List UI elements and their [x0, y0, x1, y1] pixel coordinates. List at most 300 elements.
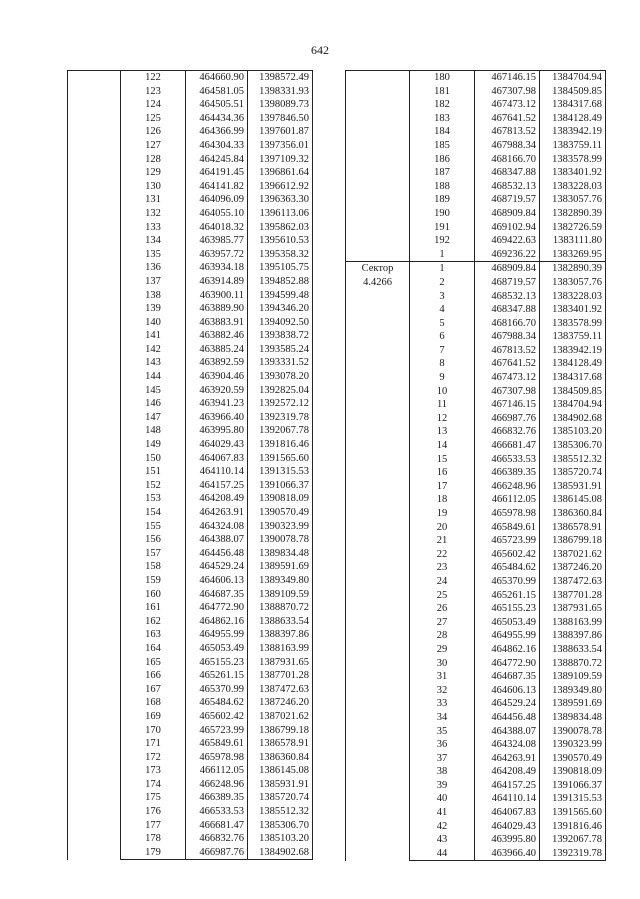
y-coordinate: 1386799.18	[248, 724, 313, 738]
point-number: 124	[121, 98, 186, 112]
point-number: 177	[121, 819, 186, 833]
point-number: 28	[410, 629, 475, 643]
x-coordinate: 467641.52	[475, 112, 540, 126]
x-coordinate: 468909.84	[475, 207, 540, 221]
x-coordinate: 466832.76	[475, 425, 540, 439]
x-coordinate: 464529.24	[186, 560, 248, 574]
page-number: 642	[311, 43, 329, 57]
y-coordinate: 1383759.11	[540, 330, 606, 344]
point-number: 187	[410, 166, 475, 180]
point-number: 8	[410, 357, 475, 371]
x-coordinate: 463892.59	[186, 356, 248, 370]
x-coordinate: 463914.89	[186, 275, 248, 289]
y-coordinate: 1384902.68	[248, 846, 313, 860]
y-coordinate: 1391565.60	[248, 452, 313, 466]
y-coordinate: 1396113.06	[248, 207, 313, 221]
point-number: 16	[410, 466, 475, 480]
x-coordinate: 464110.14	[475, 792, 540, 806]
y-coordinate: 1385720.74	[248, 791, 313, 805]
x-coordinate: 465602.42	[186, 710, 248, 724]
sector-label: Сектор	[361, 263, 394, 275]
y-coordinate: 1385103.20	[540, 425, 606, 439]
y-coordinate: 1383401.92	[540, 166, 606, 180]
point-number: 165	[121, 656, 186, 670]
point-number: 174	[121, 778, 186, 792]
point-number: 143	[121, 356, 186, 370]
x-coordinate: 466389.35	[475, 466, 540, 480]
point-number: 140	[121, 316, 186, 330]
y-coordinate: 1384317.68	[540, 371, 606, 385]
y-coordinate: 1383269.95	[540, 248, 606, 262]
y-coordinate: 1390323.99	[248, 520, 313, 534]
x-coordinate: 468347.88	[475, 166, 540, 180]
point-number: 189	[410, 193, 475, 207]
point-number: 39	[410, 779, 475, 793]
sector-number: 4.4266	[363, 277, 392, 289]
y-coordinate: 1387701.28	[248, 669, 313, 683]
point-number: 155	[121, 520, 186, 534]
point-number: 9	[410, 371, 475, 385]
point-number: 137	[121, 275, 186, 289]
y-coordinate: 1397846.50	[248, 112, 313, 126]
point-number: 150	[121, 452, 186, 466]
point-number: 154	[121, 506, 186, 520]
x-coordinate: 468532.13	[475, 180, 540, 194]
point-number: 2	[410, 276, 475, 290]
y-coordinate: 1387931.65	[248, 656, 313, 670]
right-coordinates-table	[345, 70, 606, 861]
point-number: 5	[410, 317, 475, 331]
x-coordinate: 464018.32	[186, 221, 248, 235]
point-number: 185	[410, 139, 475, 153]
x-coordinate: 465723.99	[475, 534, 540, 548]
x-coordinate: 465261.15	[475, 589, 540, 603]
x-coordinate: 463995.80	[475, 833, 540, 847]
y-coordinate: 1388397.86	[248, 628, 313, 642]
y-coordinate: 1392319.78	[540, 847, 606, 861]
y-coordinate: 1392825.04	[248, 384, 313, 398]
x-coordinate: 464388.07	[186, 533, 248, 547]
y-coordinate: 1393331.52	[248, 356, 313, 370]
x-coordinate: 463889.90	[186, 302, 248, 316]
x-coordinate: 467641.52	[475, 357, 540, 371]
point-number: 147	[121, 411, 186, 425]
point-number: 149	[121, 438, 186, 452]
x-coordinate: 463904.46	[186, 370, 248, 384]
x-coordinate: 464110.14	[186, 465, 248, 479]
point-number: 151	[121, 465, 186, 479]
x-coordinate: 464157.25	[186, 479, 248, 493]
point-number: 163	[121, 628, 186, 642]
x-coordinate: 464055.10	[186, 207, 248, 221]
y-coordinate: 1395358.32	[248, 248, 313, 262]
y-coordinate: 1387472.63	[248, 683, 313, 697]
x-coordinate: 464029.43	[475, 820, 540, 834]
point-number: 22	[410, 548, 475, 562]
y-coordinate: 1388870.72	[248, 601, 313, 615]
y-coordinate: 1390818.09	[248, 492, 313, 506]
x-coordinate: 467988.34	[475, 139, 540, 153]
point-number: 7	[410, 344, 475, 358]
y-coordinate: 1389834.48	[248, 547, 313, 561]
x-coordinate: 464606.13	[186, 574, 248, 588]
x-coordinate: 464456.48	[186, 547, 248, 561]
x-coordinate: 466533.53	[186, 805, 248, 819]
y-coordinate: 1392572.12	[248, 397, 313, 411]
x-coordinate: 463882.46	[186, 329, 248, 343]
point-number: 182	[410, 98, 475, 112]
x-coordinate: 465849.61	[186, 737, 248, 751]
y-coordinate: 1393078.20	[248, 370, 313, 384]
x-coordinate: 464191.45	[186, 166, 248, 180]
point-number: 31	[410, 670, 475, 684]
point-number: 19	[410, 507, 475, 521]
x-coordinate: 464687.35	[186, 588, 248, 602]
y-coordinate: 1394599.48	[248, 289, 313, 303]
point-number: 21	[410, 534, 475, 548]
y-coordinate: 1387246.20	[248, 696, 313, 710]
y-coordinate: 1388633.54	[540, 643, 606, 657]
point-number: 24	[410, 575, 475, 589]
point-number: 158	[121, 560, 186, 574]
x-coordinate: 464157.25	[475, 779, 540, 793]
y-coordinate: 1385720.74	[540, 466, 606, 480]
point-number: 157	[121, 547, 186, 561]
y-coordinate: 1388397.86	[540, 629, 606, 643]
x-coordinate: 464388.07	[475, 725, 540, 739]
y-coordinate: 1383942.19	[540, 344, 606, 358]
y-coordinate: 1395105.75	[248, 261, 313, 275]
point-number: 181	[410, 85, 475, 99]
y-coordinate: 1384509.85	[540, 385, 606, 399]
point-number: 4	[410, 303, 475, 317]
y-coordinate: 1394092.50	[248, 316, 313, 330]
y-coordinate: 1384128.49	[540, 112, 606, 126]
y-coordinate: 1387246.20	[540, 561, 606, 575]
y-coordinate: 1391315.53	[248, 465, 313, 479]
y-coordinate: 1386578.91	[248, 737, 313, 751]
x-coordinate: 464324.08	[475, 738, 540, 752]
y-coordinate: 1398572.49	[248, 71, 313, 85]
y-coordinate: 1384317.68	[540, 98, 606, 112]
x-coordinate: 464862.16	[475, 643, 540, 657]
point-number: 20	[410, 521, 475, 535]
point-number: 188	[410, 180, 475, 194]
point-number: 135	[121, 248, 186, 262]
point-number: 136	[121, 261, 186, 275]
x-coordinate: 465155.23	[475, 602, 540, 616]
y-coordinate: 1387472.63	[540, 575, 606, 589]
y-coordinate: 1382726.59	[540, 221, 606, 235]
point-number: 18	[410, 493, 475, 507]
x-coordinate: 466533.53	[475, 453, 540, 467]
x-coordinate: 465155.23	[186, 656, 248, 670]
y-coordinate: 1382890.39	[540, 207, 606, 221]
point-number: 36	[410, 738, 475, 752]
x-coordinate: 464505.51	[186, 98, 248, 112]
point-number: 152	[121, 479, 186, 493]
x-coordinate: 464687.35	[475, 670, 540, 684]
point-number: 175	[121, 791, 186, 805]
point-number: 169	[121, 710, 186, 724]
point-number: 142	[121, 343, 186, 357]
point-number: 29	[410, 643, 475, 657]
x-coordinate: 465723.99	[186, 724, 248, 738]
point-number: 171	[121, 737, 186, 751]
point-number: 162	[121, 615, 186, 629]
y-coordinate: 1398331.93	[248, 85, 313, 99]
y-coordinate: 1391816.46	[540, 820, 606, 834]
point-number: 15	[410, 453, 475, 467]
x-coordinate: 464245.84	[186, 153, 248, 167]
x-coordinate: 463966.40	[186, 411, 248, 425]
x-coordinate: 465261.15	[186, 669, 248, 683]
y-coordinate: 1385306.70	[248, 819, 313, 833]
x-coordinate: 467146.15	[475, 398, 540, 412]
y-coordinate: 1385306.70	[540, 439, 606, 453]
y-coordinate: 1383057.76	[540, 193, 606, 207]
y-coordinate: 1396363.30	[248, 193, 313, 207]
x-coordinate: 466987.76	[475, 412, 540, 426]
point-number: 146	[121, 397, 186, 411]
x-coordinate: 466987.76	[186, 846, 248, 860]
y-coordinate: 1384902.68	[540, 412, 606, 426]
x-coordinate: 465053.49	[186, 642, 248, 656]
x-coordinate: 464029.43	[186, 438, 248, 452]
y-coordinate: 1384704.94	[540, 71, 606, 85]
x-coordinate: 464581.05	[186, 85, 248, 99]
point-number: 44	[410, 847, 475, 861]
y-coordinate: 1386360.84	[248, 751, 313, 765]
x-coordinate: 466832.76	[186, 832, 248, 846]
point-number: 168	[121, 696, 186, 710]
point-number: 172	[121, 751, 186, 765]
y-coordinate: 1387701.28	[540, 589, 606, 603]
x-coordinate: 464263.91	[475, 752, 540, 766]
y-coordinate: 1396861.64	[248, 166, 313, 180]
y-coordinate: 1388870.72	[540, 657, 606, 671]
x-coordinate: 465370.99	[475, 575, 540, 589]
x-coordinate: 469422.63	[475, 234, 540, 248]
x-coordinate: 464141.82	[186, 180, 248, 194]
y-coordinate: 1391315.53	[540, 792, 606, 806]
y-coordinate: 1383228.03	[540, 180, 606, 194]
y-coordinate: 1393838.72	[248, 329, 313, 343]
y-coordinate: 1392067.78	[540, 833, 606, 847]
x-coordinate: 464772.90	[475, 657, 540, 671]
x-coordinate: 466248.96	[475, 480, 540, 494]
point-number: 145	[121, 384, 186, 398]
x-coordinate: 465484.62	[475, 561, 540, 575]
point-number: 131	[121, 193, 186, 207]
point-number: 27	[410, 616, 475, 630]
point-number: 161	[121, 601, 186, 615]
x-coordinate: 463885.24	[186, 343, 248, 357]
x-coordinate: 467813.52	[475, 344, 540, 358]
y-coordinate: 1385931.91	[248, 778, 313, 792]
y-coordinate: 1384128.49	[540, 357, 606, 371]
x-coordinate: 464456.48	[475, 711, 540, 725]
point-number: 138	[121, 289, 186, 303]
y-coordinate: 1392067.78	[248, 424, 313, 438]
point-number: 166	[121, 669, 186, 683]
y-coordinate: 1389591.69	[540, 697, 606, 711]
x-coordinate: 467307.98	[475, 385, 540, 399]
y-coordinate: 1388163.99	[540, 616, 606, 630]
point-number: 148	[121, 424, 186, 438]
y-coordinate: 1384704.94	[540, 398, 606, 412]
x-coordinate: 467813.52	[475, 125, 540, 139]
y-coordinate: 1397109.32	[248, 153, 313, 167]
point-number: 134	[121, 234, 186, 248]
point-number: 11	[410, 398, 475, 412]
y-coordinate: 1392319.78	[248, 411, 313, 425]
x-coordinate: 464067.83	[475, 806, 540, 820]
x-coordinate: 467988.34	[475, 330, 540, 344]
y-coordinate: 1390570.49	[248, 506, 313, 520]
y-coordinate: 1383228.03	[540, 290, 606, 304]
y-coordinate: 1395862.03	[248, 221, 313, 235]
x-coordinate: 464067.83	[186, 452, 248, 466]
y-coordinate: 1389834.48	[540, 711, 606, 725]
y-coordinate: 1390078.78	[540, 725, 606, 739]
x-coordinate: 463900.11	[186, 289, 248, 303]
point-number: 123	[121, 85, 186, 99]
point-number: 35	[410, 725, 475, 739]
point-number: 25	[410, 589, 475, 603]
y-coordinate: 1386360.84	[540, 507, 606, 521]
point-number: 10	[410, 385, 475, 399]
x-coordinate: 465602.42	[475, 548, 540, 562]
point-number: 159	[121, 574, 186, 588]
y-coordinate: 1389349.80	[540, 684, 606, 698]
y-coordinate: 1384509.85	[540, 85, 606, 99]
x-coordinate: 464096.09	[186, 193, 248, 207]
point-number: 6	[410, 330, 475, 344]
point-number: 23	[410, 561, 475, 575]
y-coordinate: 1387931.65	[540, 602, 606, 616]
y-coordinate: 1394346.20	[248, 302, 313, 316]
x-coordinate: 464208.49	[475, 765, 540, 779]
x-coordinate: 463966.40	[475, 847, 540, 861]
y-coordinate: 1386799.18	[540, 534, 606, 548]
y-coordinate: 1396612.92	[248, 180, 313, 194]
y-coordinate: 1394852.88	[248, 275, 313, 289]
table-row	[346, 71, 606, 85]
point-number: 167	[121, 683, 186, 697]
x-coordinate: 463920.59	[186, 384, 248, 398]
y-coordinate: 1387021.62	[540, 548, 606, 562]
x-coordinate: 463957.72	[186, 248, 248, 262]
y-coordinate: 1388163.99	[248, 642, 313, 656]
x-coordinate: 466248.96	[186, 778, 248, 792]
x-coordinate: 465849.61	[475, 521, 540, 535]
point-number: 190	[410, 207, 475, 221]
point-number: 41	[410, 806, 475, 820]
x-coordinate: 466112.05	[475, 493, 540, 507]
y-coordinate: 1383942.19	[540, 125, 606, 139]
x-coordinate: 465053.49	[475, 616, 540, 630]
x-coordinate: 464304.33	[186, 139, 248, 153]
x-coordinate: 469102.94	[475, 221, 540, 235]
x-coordinate: 464366.99	[186, 125, 248, 139]
point-number: 170	[121, 724, 186, 738]
y-coordinate: 1388633.54	[248, 615, 313, 629]
point-number: 191	[410, 221, 475, 235]
y-coordinate: 1397601.87	[248, 125, 313, 139]
sector-cell	[346, 71, 410, 262]
y-coordinate: 1391565.60	[540, 806, 606, 820]
x-coordinate: 467146.15	[475, 71, 540, 85]
y-coordinate: 1391066.37	[248, 479, 313, 493]
point-number: 178	[121, 832, 186, 846]
x-coordinate: 468347.88	[475, 303, 540, 317]
x-coordinate: 463883.91	[186, 316, 248, 330]
point-number: 153	[121, 492, 186, 506]
x-coordinate: 464660.90	[186, 71, 248, 85]
point-number: 129	[121, 166, 186, 180]
x-coordinate: 465484.62	[186, 696, 248, 710]
y-coordinate: 1389109.59	[248, 588, 313, 602]
point-number: 122	[121, 71, 186, 85]
point-number: 141	[121, 329, 186, 343]
sector-label-cell	[346, 262, 410, 861]
point-number: 139	[121, 302, 186, 316]
y-coordinate: 1387021.62	[248, 710, 313, 724]
x-coordinate: 467307.98	[475, 85, 540, 99]
point-number: 183	[410, 112, 475, 126]
y-coordinate: 1397356.01	[248, 139, 313, 153]
x-coordinate: 464772.90	[186, 601, 248, 615]
y-coordinate: 1386578.91	[540, 521, 606, 535]
point-number: 1	[410, 248, 475, 262]
point-number: 126	[121, 125, 186, 139]
point-number: 3	[410, 290, 475, 304]
x-coordinate: 468166.70	[475, 153, 540, 167]
y-coordinate: 1385103.20	[248, 832, 313, 846]
y-coordinate: 1382890.39	[540, 262, 606, 276]
point-number: 38	[410, 765, 475, 779]
point-number: 127	[121, 139, 186, 153]
y-coordinate: 1393585.24	[248, 343, 313, 357]
y-coordinate: 1395610.53	[248, 234, 313, 248]
y-coordinate: 1390818.09	[540, 765, 606, 779]
y-coordinate: 1390078.78	[248, 533, 313, 547]
x-coordinate: 463934.18	[186, 261, 248, 275]
point-number: 173	[121, 764, 186, 778]
x-coordinate: 467473.12	[475, 371, 540, 385]
y-coordinate: 1383057.76	[540, 276, 606, 290]
y-coordinate: 1383759.11	[540, 139, 606, 153]
x-coordinate: 465978.98	[475, 507, 540, 521]
y-coordinate: 1383401.92	[540, 303, 606, 317]
point-number: 40	[410, 792, 475, 806]
y-coordinate: 1390570.49	[540, 752, 606, 766]
point-number: 184	[410, 125, 475, 139]
x-coordinate: 466389.35	[186, 791, 248, 805]
left-coordinates-table	[67, 70, 313, 860]
point-number: 34	[410, 711, 475, 725]
x-coordinate: 466112.05	[186, 764, 248, 778]
point-number: 160	[121, 588, 186, 602]
point-number: 12	[410, 412, 475, 426]
y-coordinate: 1383111.80	[540, 234, 606, 248]
point-number: 133	[121, 221, 186, 235]
x-coordinate: 468909.84	[475, 262, 540, 276]
sector-cell	[68, 71, 121, 860]
x-coordinate: 469236.22	[475, 248, 540, 262]
y-coordinate: 1386145.08	[248, 764, 313, 778]
